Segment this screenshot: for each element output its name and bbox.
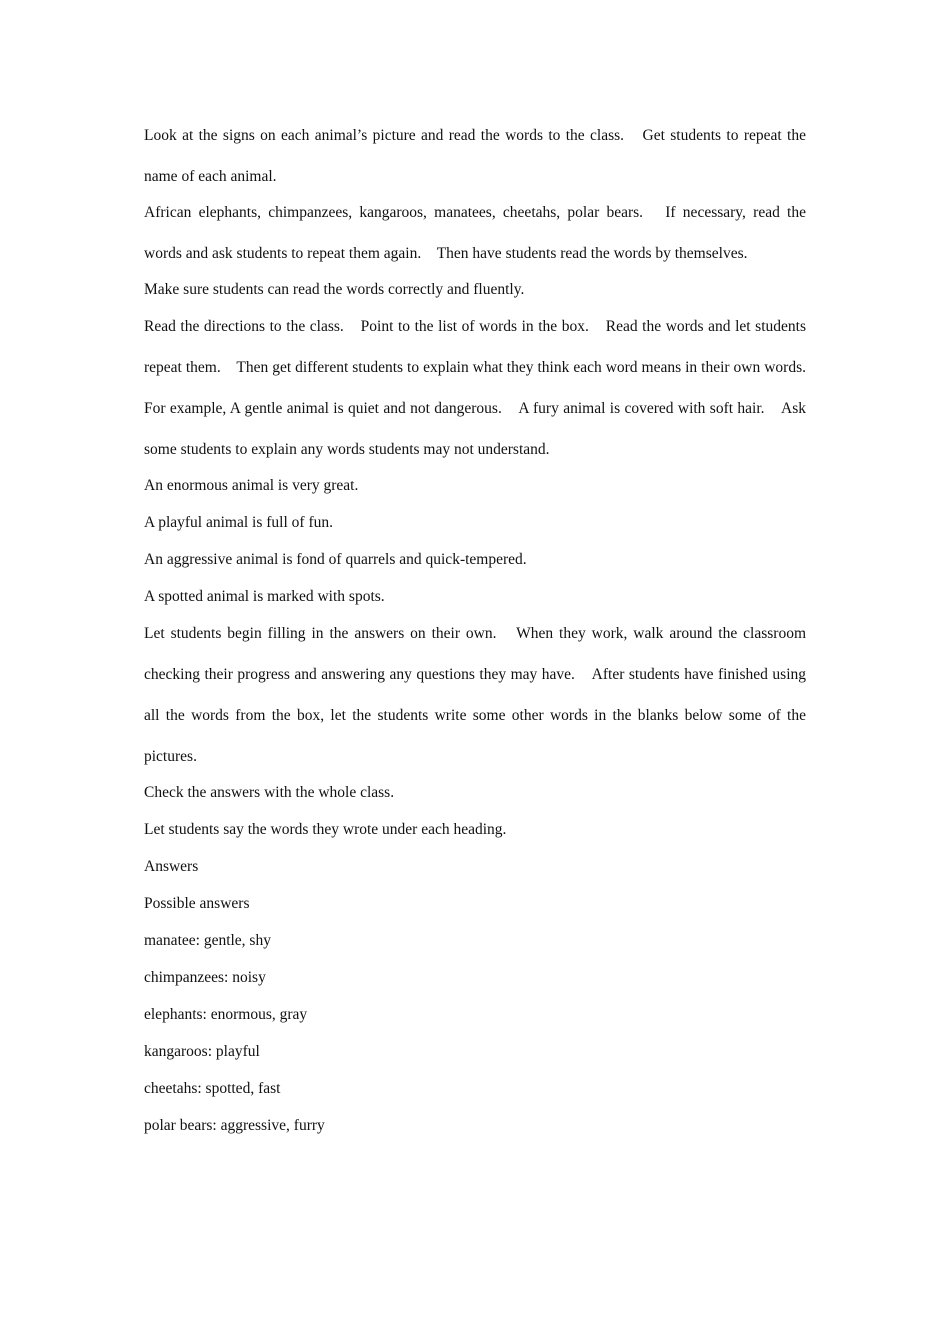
answer-manatee: manatee: gentle, shy <box>144 932 271 949</box>
heading-answers: Answers <box>144 858 199 875</box>
paragraph-read-fluently: Make sure students can read the words correctly and fluently. <box>144 281 525 298</box>
answer-polar-bears: polar bears: aggressive, furry <box>144 1117 325 1134</box>
heading-possible-answers: Possible answers <box>144 895 250 912</box>
paragraph-filling-answers: Let students begin filling in the answers on their own. When they work, walk around the classroom checking their progress and answering any questions they may have. After students have finished using all the words from the box, let the students write some other words in the blanks below some of the pictures. <box>144 625 806 765</box>
definition-enormous: An enormous animal is very great. <box>144 477 359 494</box>
paragraph-say-words: Let students say the words they wrote under each heading. <box>144 821 507 838</box>
paragraph-check-answers: Check the answers with the whole class. <box>144 784 395 801</box>
definition-playful: A playful animal is full of fun. <box>144 514 333 531</box>
definition-spotted: A spotted animal is marked with spots. <box>144 588 385 605</box>
paragraph-instructions-signs: Look at the signs on each animal’s picture and read the words to the class. Get students to repeat the name of each animal. <box>144 127 806 185</box>
document-body <box>144 121 822 1148</box>
answer-chimpanzees: chimpanzees: noisy <box>144 969 266 986</box>
paragraph-animal-list: African elephants, chimpanzees, kangaroos, manatees, cheetahs, polar bears. If necessary, read the words and ask students to repeat them again. Then have students read the words by themselves. <box>144 204 806 262</box>
answer-kangaroos: kangaroos: playful <box>144 1043 260 1060</box>
answer-cheetahs: cheetahs: spotted, fast <box>144 1080 281 1097</box>
definition-aggressive: An aggressive animal is fond of quarrels and quick-tempered. <box>144 551 527 568</box>
paragraph-directions: Read the directions to the class. Point to the list of words in the box. Read the words and let students repeat them. Then get different students to explain what they think each word means in their own words. For example, A gentle animal is quiet and not dangerous. A fury animal is covered with soft hair. Ask some students to explain any words students may not understand. <box>144 318 822 458</box>
answer-elephants: elephants: enormous, gray <box>144 1006 308 1023</box>
